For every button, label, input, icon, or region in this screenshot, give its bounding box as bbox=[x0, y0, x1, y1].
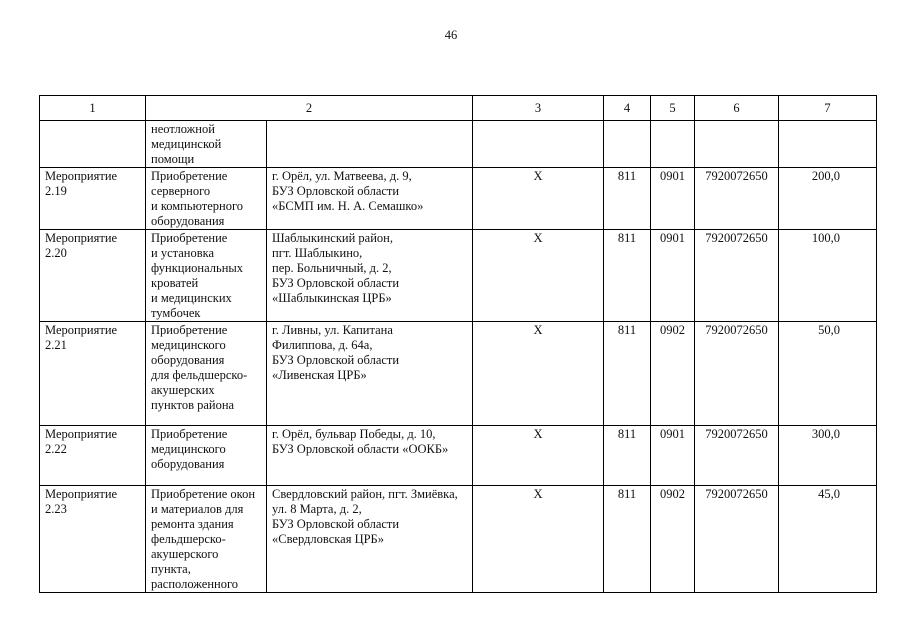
col3-cell: Х bbox=[473, 168, 604, 230]
col3-cell bbox=[473, 121, 604, 168]
amount-cell: 200,0 bbox=[779, 168, 877, 230]
address-cell: Шаблыкинский район, пгт. Шаблыкино, пер. Больничный, д. 2, БУЗ Орловской области «Шаблыкинская ЦРБ» bbox=[267, 230, 473, 322]
activity-cell: Мероприятие 2.19 bbox=[40, 168, 146, 230]
col5-cell: 0901 bbox=[651, 230, 695, 322]
col5-cell: 0902 bbox=[651, 486, 695, 593]
header-row bbox=[40, 96, 877, 121]
header-cell-1: 1 bbox=[40, 96, 146, 121]
budget-table bbox=[39, 95, 877, 593]
amount-cell: 300,0 bbox=[779, 426, 877, 486]
table-row bbox=[40, 121, 877, 168]
col5-cell: 0901 bbox=[651, 426, 695, 486]
table-row bbox=[40, 168, 877, 230]
address-cell: г. Ливны, ул. Капитана Филиппова, д. 64а, БУЗ Орловской области «Ливенская ЦРБ» bbox=[267, 322, 473, 426]
activity-cell: Мероприятие 2.22 bbox=[40, 426, 146, 486]
col3-cell: Х bbox=[473, 230, 604, 322]
header-cell-6: 6 bbox=[695, 96, 779, 121]
description-cell: неотложной медицинской помощи bbox=[146, 121, 267, 168]
col4-cell: 811 bbox=[604, 168, 651, 230]
description-cell: Приобретение медицинского оборудования для фельдшерско- акушерских пунктов района bbox=[146, 322, 267, 426]
col6-cell: 7920072650 bbox=[695, 322, 779, 426]
activity-cell: Мероприятие 2.21 bbox=[40, 322, 146, 426]
table-row bbox=[40, 486, 877, 593]
description-cell: Приобретение и установка функциональных кроватей и медицинских тумбочек bbox=[146, 230, 267, 322]
amount-cell: 45,0 bbox=[779, 486, 877, 593]
table-row bbox=[40, 426, 877, 486]
address-cell: г. Орёл, ул. Матвеева, д. 9, БУЗ Орловской области «БСМП им. Н. А. Семашко» bbox=[267, 168, 473, 230]
header-cell-4: 4 bbox=[604, 96, 651, 121]
col6-cell: 7920072650 bbox=[695, 230, 779, 322]
amount-cell: 50,0 bbox=[779, 322, 877, 426]
col3-cell: Х bbox=[473, 426, 604, 486]
col6-cell: 7920072650 bbox=[695, 426, 779, 486]
header-cell-2: 2 bbox=[146, 96, 473, 121]
col4-cell: 811 bbox=[604, 230, 651, 322]
amount-cell: 100,0 bbox=[779, 230, 877, 322]
amount-cell bbox=[779, 121, 877, 168]
header-cell-5: 5 bbox=[651, 96, 695, 121]
header-cell-7: 7 bbox=[779, 96, 877, 121]
address-cell: г. Орёл, бульвар Победы, д. 10, БУЗ Орловской области «ООКБ» bbox=[267, 426, 473, 486]
description-cell: Приобретение серверного и компьютерного оборудования bbox=[146, 168, 267, 230]
col5-cell: 0902 bbox=[651, 322, 695, 426]
activity-cell: Мероприятие 2.20 bbox=[40, 230, 146, 322]
col6-cell: 7920072650 bbox=[695, 168, 779, 230]
table-row bbox=[40, 230, 877, 322]
page-number: 46 bbox=[444, 28, 458, 42]
description-cell: Приобретение окон и материалов для ремонта здания фельдшерско- акушерского пункта, расположенного bbox=[146, 486, 267, 593]
col3-cell: Х bbox=[473, 322, 604, 426]
col4-cell: 811 bbox=[604, 486, 651, 593]
col6-cell: 7920072650 bbox=[695, 486, 779, 593]
col3-cell: Х bbox=[473, 486, 604, 593]
address-cell: Свердловский район, пгт. Змиёвка, ул. 8 Марта, д. 2, БУЗ Орловской области «Свердловская ЦРБ» bbox=[267, 486, 473, 593]
header-cell-3: 3 bbox=[473, 96, 604, 121]
col4-cell: 811 bbox=[604, 426, 651, 486]
col4-cell: 811 bbox=[604, 322, 651, 426]
activity-cell bbox=[40, 121, 146, 168]
col4-cell bbox=[604, 121, 651, 168]
col5-cell bbox=[651, 121, 695, 168]
col6-cell bbox=[695, 121, 779, 168]
col5-cell: 0901 bbox=[651, 168, 695, 230]
description-cell: Приобретение медицинского оборудования bbox=[146, 426, 267, 486]
table-row bbox=[40, 322, 877, 426]
activity-cell: Мероприятие 2.23 bbox=[40, 486, 146, 593]
address-cell bbox=[267, 121, 473, 168]
